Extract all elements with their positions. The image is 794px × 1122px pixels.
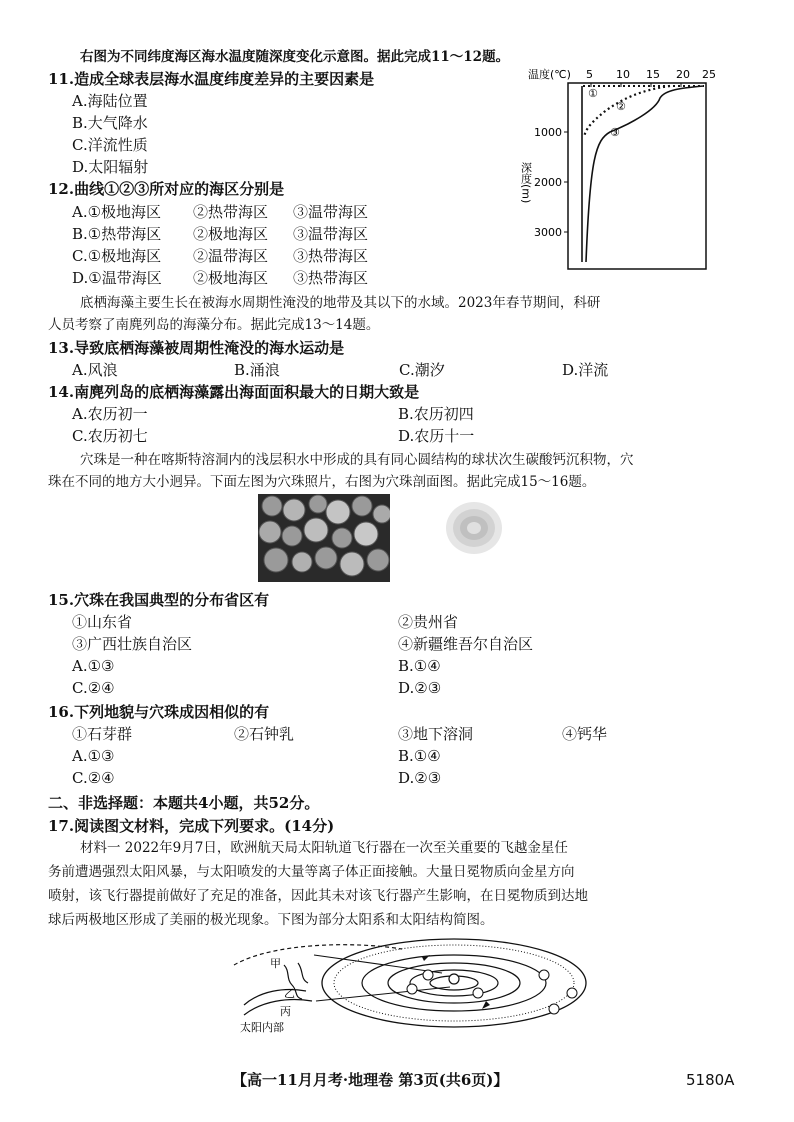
pearl [262, 496, 282, 516]
q15-stem: 15.穴珠在我国典型的分布省区有 [48, 591, 270, 609]
q17-material-line2: 务前遭遇强烈太阳风暴，与太阳喷发的大量等离子体正面接触。大量日冕物质向金星方向 [48, 864, 575, 880]
q16-option-c: C.②④ [72, 769, 115, 787]
pearl [315, 547, 337, 569]
label-yi: 乙 [284, 987, 295, 1000]
q17-material-line1: 材料一 2022年9月7日，欧洲航天局太阳轨道飞行器在一次至关重要的飞越金星任 [80, 840, 568, 856]
q15-item-2: ②贵州省 [398, 613, 459, 631]
fig-y-tick-1000: 1000 [534, 126, 562, 139]
footer-code: 5180A [686, 1071, 735, 1089]
pearl [367, 549, 389, 571]
q12-d3: ③热带海区 [293, 269, 369, 287]
q12-c3: ③热带海区 [293, 247, 369, 265]
planet [567, 988, 577, 998]
fig-frame [568, 83, 706, 269]
q14-stem: 14.南麂列岛的底栖海藻露出海面面积最大的日期大致是 [48, 383, 420, 401]
q12-b3: ③温带海区 [293, 225, 369, 243]
pearl [354, 522, 378, 546]
q12-stem: 12.曲线①②③所对应的海区分别是 [48, 180, 285, 198]
fig-x-label: 温度(℃) [528, 68, 571, 81]
intro-11-12: 右图为不同纬度海区海水温度随深度变化示意图。据此完成11～12题。 [80, 49, 510, 65]
fig-y-tick-2000: 2000 [534, 176, 562, 189]
sun-layer-line [244, 1000, 312, 1015]
planet [473, 988, 483, 998]
q11-option-d: D.太阳辐射 [72, 158, 149, 176]
sun-solar-system-figure [232, 935, 592, 1047]
q15-item-1: ①山东省 [72, 613, 133, 631]
pearl [340, 552, 364, 576]
pearl [283, 499, 305, 521]
pearl [264, 548, 288, 572]
section-2-heading: 二、非选择题：本题共4小题，共52分。 [48, 794, 320, 812]
q12-c1: C.①极地海区 [72, 247, 162, 265]
footer-page-info: 【高一11月月考·地理卷 第3页(共6页)】 [232, 1071, 509, 1089]
sun-layer-line [244, 990, 306, 1005]
q16-item-2: ②石钟乳 [234, 725, 295, 743]
q15-item-4: ④新疆维吾尔自治区 [398, 635, 534, 653]
fig-x-tick-5: 5 [586, 68, 593, 81]
fig-y-label: 深度(m) [520, 162, 533, 204]
planet [539, 970, 549, 980]
pearl [282, 526, 302, 546]
planet [549, 1004, 559, 1014]
fig-y-tick-3000: 3000 [534, 226, 562, 239]
q11-option-c: C.洋流性质 [72, 136, 148, 154]
q13-stem: 13.导致底栖海藻被周期性淹没的海水运动是 [48, 339, 345, 357]
label-jia: 甲 [270, 957, 281, 970]
pearl [292, 552, 312, 572]
cave-pearl-section [438, 496, 508, 562]
q13-option-a: A.风浪 [72, 361, 118, 379]
q12-a2: ②热带海区 [193, 203, 269, 221]
q17-material-line4: 球后两极地区形成了美丽的极光现象。下图为部分太阳系和太阳结构简图。 [48, 912, 494, 928]
pearl [332, 528, 352, 548]
temperature-depth-figure [520, 62, 725, 274]
q13-option-b: B.涌浪 [234, 361, 280, 379]
fig-x-tick-15: 15 [646, 68, 660, 81]
planet [423, 970, 433, 980]
pearl [373, 505, 390, 523]
q12-a3: ③温带海区 [293, 203, 369, 221]
q14-option-c: C.农历初七 [72, 427, 148, 445]
q11-stem: 11.造成全球表层海水温度纬度差异的主要因素是 [48, 70, 375, 88]
planet [407, 984, 417, 994]
direction-arrow-icon [482, 1001, 490, 1009]
label-bing: 丙 [280, 1005, 291, 1018]
q15-option-b: B.①④ [398, 657, 441, 675]
section-core [467, 522, 481, 534]
q11-option-a: A.海陆位置 [72, 92, 148, 110]
q14-option-b: B.农历初四 [398, 405, 474, 423]
pearl [259, 521, 281, 543]
intro-13-14-line1: 底栖海藻主要生长在被海水周期性淹没的地带及其以下的水域。2023年春节期间，科研 [80, 295, 601, 311]
intro-15-16-line1: 穴珠是一种在喀斯特溶洞内的浅层积水中形成的具有同心圆结构的球状次生碳酸钙沉积物，穴 [80, 452, 634, 468]
curve-label-1: ① [588, 87, 598, 100]
curve-3 [586, 86, 704, 262]
q16-option-b: B.①④ [398, 747, 441, 765]
q13-option-d: D.洋流 [562, 361, 609, 379]
pearl [352, 496, 372, 516]
q17-stem: 17.阅读图文材料，完成下列要求。(14分) [48, 817, 335, 835]
cave-pearl-photo [258, 494, 390, 582]
intro-13-14-line2: 人员考察了南麂列岛的海藻分布。据此完成13～14题。 [48, 317, 380, 333]
q11-option-b: B.大气降水 [72, 114, 148, 132]
pearl [326, 500, 350, 524]
sun-icon [449, 974, 459, 984]
q14-option-a: A.农历初一 [72, 405, 148, 423]
prominence [298, 963, 308, 983]
pearl [304, 518, 328, 542]
q16-stem: 16.下列地貌与穴珠成因相似的有 [48, 703, 270, 721]
q12-b1: B.①热带海区 [72, 225, 162, 243]
q12-b2: ②极地海区 [193, 225, 269, 243]
q12-d2: ②极地海区 [193, 269, 269, 287]
q17-material-line3: 喷射，该飞行器提前做好了充足的准备，因此其未对该飞行器产生影响，在日冕物质到达地 [48, 888, 588, 904]
q16-item-3: ③地下溶洞 [398, 725, 474, 743]
q16-option-d: D.②③ [398, 769, 442, 787]
q15-option-d: D.②③ [398, 679, 442, 697]
q14-option-d: D.农历十一 [398, 427, 475, 445]
q15-item-3: ③广西壮族自治区 [72, 635, 193, 653]
q12-a1: A.①极地海区 [72, 203, 162, 221]
pearl [309, 495, 327, 513]
curve-label-3: ③ [610, 126, 620, 139]
q16-item-1: ①石芽群 [72, 725, 133, 743]
q16-item-4: ④钙华 [562, 725, 608, 743]
q13-option-c: C.潮汐 [399, 361, 445, 379]
q16-option-a: A.①③ [72, 747, 115, 765]
curve-label-2: ② [616, 100, 626, 113]
sun-interior-caption: 太阳内部 [240, 1021, 284, 1034]
q15-option-c: C.②④ [72, 679, 115, 697]
fig-x-tick-10: 10 [616, 68, 630, 81]
fig-x-tick-25: 25 [702, 68, 716, 81]
q12-c2: ②温带海区 [193, 247, 269, 265]
q12-d1: D.①温带海区 [72, 269, 162, 287]
intro-15-16-line2: 珠在不同的地方大小迥异。下面左图为穴珠照片，右图为穴珠剖面图。据此完成15～16题。 [48, 474, 596, 490]
q15-option-a: A.①③ [72, 657, 115, 675]
fig-x-tick-20: 20 [676, 68, 690, 81]
